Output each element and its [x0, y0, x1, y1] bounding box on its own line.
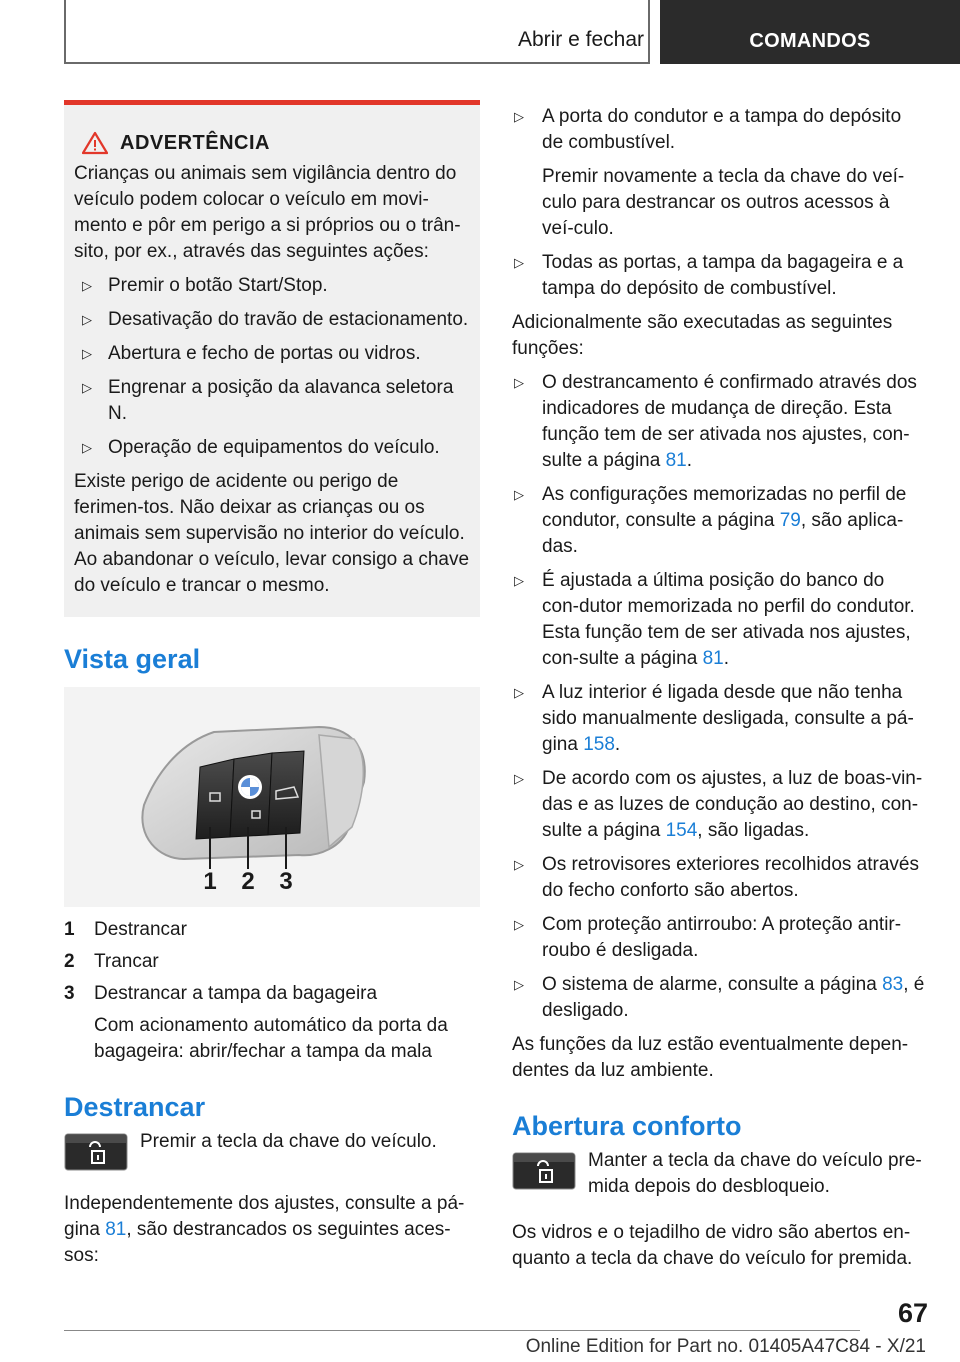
unlock-heading: Destrancar: [64, 1092, 206, 1122]
comfort-key-text: Manter a tecla da chave do veículo pre-mida depois do desbloqueio.: [588, 1150, 922, 1197]
list-item: ▷ É ajustada a última posição do banco do con-dutor memorizada no perfil do condutor. Esta função tem de ser ativada nos ajustes, con-sulte a página 81.: [514, 570, 915, 669]
list-item: 2 Trancar: [64, 951, 159, 972]
list-item: ▷ Todas as portas, a tampa da bagageira e a tampa do depósito de combustível.: [514, 252, 904, 299]
list-item: ▷ Premir o botão Start/Stop.: [74, 273, 472, 299]
list-item: ▷ A luz interior é ligada desde que não tenha sido manualmente desligada, consulte a pá-gina 158.: [514, 682, 914, 755]
footer-rule: [64, 1330, 860, 1331]
page-link[interactable]: 81: [665, 450, 687, 471]
arrow-bullet-icon: ▷: [514, 487, 524, 502]
list-item: ▷ Os retrovisores exteriores recolhidos através do fecho conforto são abertos.: [514, 854, 919, 901]
warning-outro: Existe perigo de acidente ou perigo de ferimen-tos. Não deixar as crianças ou os animais sem supervisão no interior do veículo. Ao abandonar o veículo, levar consigo a chave do veículo e trancar o mesmo.: [74, 471, 470, 596]
header-left-rule: [64, 0, 66, 64]
additional-functions-intro: Adicionalmente são executadas as seguintes funções:: [512, 312, 893, 359]
overview-heading: Vista geral: [64, 644, 201, 674]
list-item: ▷ Desativação do travão de estacionamento.: [74, 307, 472, 333]
figure-label-2: 2: [241, 868, 255, 895]
list-item: ▷ O destrancamento é confirmado através dos indicadores de mudança de direção. Esta função tem de ser ativada nos ajustes, con-sulte a página 81.: [514, 372, 917, 471]
warning-list: [74, 273, 472, 461]
page-link[interactable]: 83: [882, 974, 904, 995]
header-bottom-rule: [64, 62, 650, 64]
figure-label-3: 3: [279, 868, 293, 895]
arrow-bullet-icon: ▷: [514, 857, 524, 872]
page-link[interactable]: 81: [702, 648, 724, 669]
chapter-tab: [660, 0, 960, 64]
unlock-key-text: Premir a tecla da chave do veículo.: [140, 1131, 437, 1152]
key-fob-illustration: [64, 687, 480, 907]
list-item: ▷ Engrenar a posição da alavanca seletora N.: [82, 377, 454, 424]
page-link[interactable]: 154: [665, 820, 698, 841]
lights-note: As funções da luz estão eventualmente depen-dentes da luz ambiente.: [512, 1034, 909, 1081]
warning-intro: Crianças ou animais sem vigilância dentro do veículo podem colocar o veículo em movi-mento e pôr em perigo a si próprios ou o trân-sito, por ex., através das seguintes ações:: [74, 163, 461, 262]
warning-title: ADVERTÊNCIA: [120, 131, 270, 154]
unlock-key-button-icon: [512, 1152, 576, 1190]
section-title: Abrir e fechar: [517, 28, 644, 51]
unlock-key-button-icon: [64, 1133, 128, 1171]
left-column: [64, 100, 482, 1269]
key-fob-figure: [64, 687, 480, 907]
warning-triangle-icon: [82, 131, 108, 155]
footer-edition: Online Edition for Part no. 01405A47C84 - X/21: [525, 1336, 926, 1357]
list-item: ▷ Abertura e fecho de portas ou vidros.: [74, 341, 472, 367]
comfort-paragraph: Os vidros e o tejadilho de vidro são abertos en-quanto a tecla da chave do veículo for premida.: [512, 1222, 913, 1269]
unlock-paragraph: Independentemente dos ajustes, consulte a pá-gina 81, são destrancados os seguintes aces-sos:: [64, 1193, 465, 1266]
arrow-bullet-icon: ▷: [514, 375, 524, 390]
unlocked-access-list: [512, 104, 926, 302]
arrow-bullet-icon: ▷: [514, 685, 524, 700]
list-item: ▷ De acordo com os ajustes, a luz de boas-vin-das e as luzes de condução ao destino, con-sulte a página 154, são ligadas.: [514, 768, 923, 841]
list-item: ▷ Com proteção antirroubo: A proteção antir-roubo é desligada.: [514, 914, 902, 961]
arrow-bullet-icon: ▷: [514, 573, 524, 588]
arrow-bullet-icon: ▷: [514, 771, 524, 786]
arrow-bullet-icon: ▷: [82, 312, 92, 327]
page-link[interactable]: 81: [105, 1219, 127, 1240]
list-item: ▷ As configurações memorizadas no perfil de condutor, consulte a página 79, são aplica-das.: [514, 484, 907, 557]
list-item: 1 Destrancar: [64, 919, 187, 940]
page-number: 67: [897, 1298, 928, 1328]
page-link[interactable]: 79: [779, 510, 801, 531]
list-item: ▷ O sistema de alarme, consulte a página 83, é desligado.: [514, 974, 925, 1021]
arrow-bullet-icon: ▷: [514, 977, 524, 992]
arrow-bullet-icon: ▷: [82, 346, 92, 361]
list-item: ▷ A porta do condutor e a tampa do depósito de combustível. Premir novamente a tecla da chave do veí-culo para destrancar os outros acessos à veí-culo.: [514, 106, 905, 239]
arrow-bullet-icon: ▷: [82, 380, 92, 395]
figure-label-1: 1: [203, 868, 217, 895]
additional-functions-list: [512, 370, 926, 1024]
comfort-key-row: [512, 1148, 926, 1200]
list-item: ▷ Operação de equipamentos do veículo.: [74, 435, 472, 461]
warning-header: [82, 131, 472, 155]
arrow-bullet-icon: ▷: [514, 109, 524, 124]
arrow-bullet-icon: ▷: [514, 255, 524, 270]
chapter-title: COMANDOS: [749, 29, 871, 52]
list-item: 3 Destrancar a tampa da bagageira Com acionamento automático da porta da bagageira: abrir/fechar a tampa da mala: [64, 983, 448, 1062]
right-column: [512, 100, 926, 1272]
arrow-bullet-icon: ▷: [82, 278, 92, 293]
arrow-bullet-icon: ▷: [514, 917, 524, 932]
arrow-bullet-icon: ▷: [82, 440, 92, 455]
header-separator: [648, 0, 650, 64]
figure-legend: [64, 917, 482, 1065]
unlock-key-row: [64, 1129, 482, 1171]
page-link[interactable]: 158: [583, 734, 615, 755]
comfort-opening-heading: Abertura conforto: [512, 1111, 742, 1141]
warning-box: [64, 100, 480, 617]
